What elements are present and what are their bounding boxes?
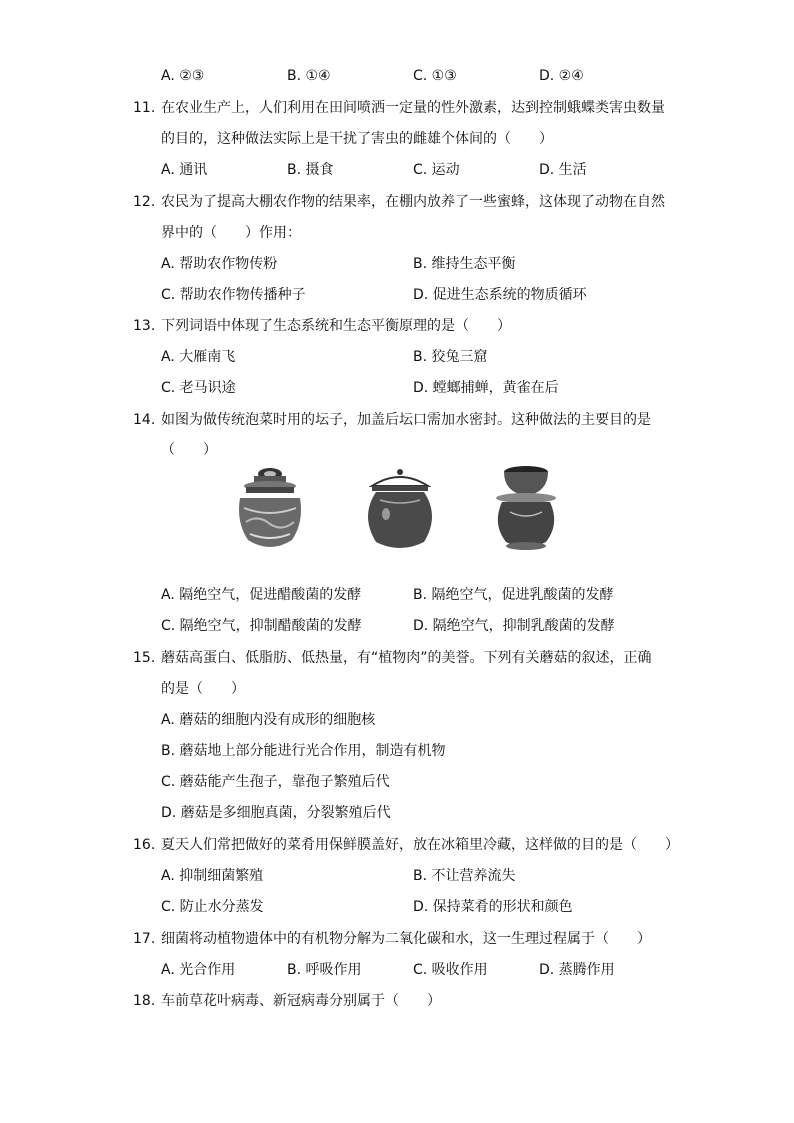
option: D. 隔绝空气，抑制乳酸菌的发酵 bbox=[413, 618, 615, 634]
question-text: 农民为了提高大棚农作物的结果率，在棚内放养了一些蜜蜂，这体现了动物在自然 bbox=[161, 194, 665, 210]
option: D. 保持菜肴的形状和颜色 bbox=[413, 899, 573, 915]
option: B. 隔绝空气，促进乳酸菌的发酵 bbox=[413, 587, 614, 603]
pickle-jar-2 bbox=[368, 469, 432, 548]
option: B. 狡兔三窟 bbox=[413, 349, 488, 365]
option: D. 促进生态系统的物质循环 bbox=[413, 287, 587, 303]
question-number: 17. bbox=[133, 931, 156, 947]
question-text: 夏天人们常把做好的菜肴用保鲜膜盖好，放在冰箱里冷藏，这样做的目的是（ ） bbox=[161, 837, 679, 853]
question-number: 15. bbox=[133, 650, 156, 666]
option: B. 蘑菇地上部分能进行光合作用，制造有机物 bbox=[161, 743, 446, 759]
pickle-jar-3 bbox=[496, 466, 556, 550]
option: B. 维持生态平衡 bbox=[413, 256, 516, 272]
question-number: 13. bbox=[133, 318, 156, 334]
q10-option-d: D. ②④ bbox=[539, 68, 584, 84]
q10-option-a: A. ②③ bbox=[161, 68, 205, 84]
question-number: 14. bbox=[133, 412, 156, 428]
question-text: 界中的（ ）作用： bbox=[161, 225, 301, 241]
question-text: 的是（ ） bbox=[161, 681, 245, 697]
question-text: 蘑菇高蛋白、低脂肪、低热量，有“植物肉”的美誉。下列有关蘑菇的叙述，正确 bbox=[161, 650, 652, 666]
option: A. 隔绝空气，促进醋酸菌的发酵 bbox=[161, 587, 362, 603]
option: C. 吸收作用 bbox=[413, 962, 488, 978]
option: D. 生活 bbox=[539, 162, 587, 178]
option: C. 隔绝空气，抑制醋酸菌的发酵 bbox=[161, 618, 362, 634]
option: A. 大雁南飞 bbox=[161, 349, 236, 365]
question-number: 12. bbox=[133, 194, 156, 210]
option: A. 抑制细菌繁殖 bbox=[161, 868, 264, 884]
option: C. 防止水分蒸发 bbox=[161, 899, 264, 915]
option: C. 蘑菇能产生孢子，靠孢子繁殖后代 bbox=[161, 774, 390, 790]
question-text: 车前草花叶病毒、新冠病毒分别属于（ ） bbox=[161, 993, 441, 1009]
option: B. 不让营养流失 bbox=[413, 868, 516, 884]
question-text: 的目的，这种做法实际上是干扰了害虫的雌雄个体间的（ ） bbox=[161, 131, 553, 147]
question-number: 18. bbox=[133, 993, 156, 1009]
question-text: 下列词语中体现了生态系统和生态平衡原理的是（ ） bbox=[161, 318, 511, 334]
option: C. 帮助农作物传播种子 bbox=[161, 287, 306, 303]
option: A. 蘑菇的细胞内没有成形的细胞核 bbox=[161, 712, 376, 728]
option: D. 蒸腾作用 bbox=[539, 962, 615, 978]
pickle-jar-1 bbox=[239, 468, 301, 547]
option: D. 螳螂捕蝉，黄雀在后 bbox=[413, 380, 559, 396]
q10-option-c: C. ①③ bbox=[413, 68, 457, 84]
question-number: 11. bbox=[133, 100, 156, 116]
question-text: 如图为做传统泡菜时用的坛子，加盖后坛口需加水密封。这种做法的主要目的是 bbox=[161, 412, 651, 428]
option: C. 老马识途 bbox=[161, 380, 236, 396]
pickle-jars-figure bbox=[230, 462, 570, 554]
q10-option-b: B. ①④ bbox=[287, 68, 331, 84]
option: B. 摄食 bbox=[287, 162, 334, 178]
option: D. 蘑菇是多细胞真菌，分裂繁殖后代 bbox=[161, 805, 391, 821]
question-number: 16. bbox=[133, 837, 156, 853]
question-text: 细菌将动植物遗体中的有机物分解为二氧化碳和水，这一生理过程属于（ ） bbox=[161, 931, 651, 947]
question-text: （ ） bbox=[161, 442, 217, 458]
option: A. 通讯 bbox=[161, 162, 208, 178]
option: A. 帮助农作物传粉 bbox=[161, 256, 278, 272]
option: B. 呼吸作用 bbox=[287, 962, 362, 978]
option: A. 光合作用 bbox=[161, 962, 236, 978]
option: C. 运动 bbox=[413, 162, 460, 178]
question-text: 在农业生产上，人们利用在田间喷洒一定量的性外激素，达到控制蛾蝶类害虫数量 bbox=[161, 100, 665, 116]
